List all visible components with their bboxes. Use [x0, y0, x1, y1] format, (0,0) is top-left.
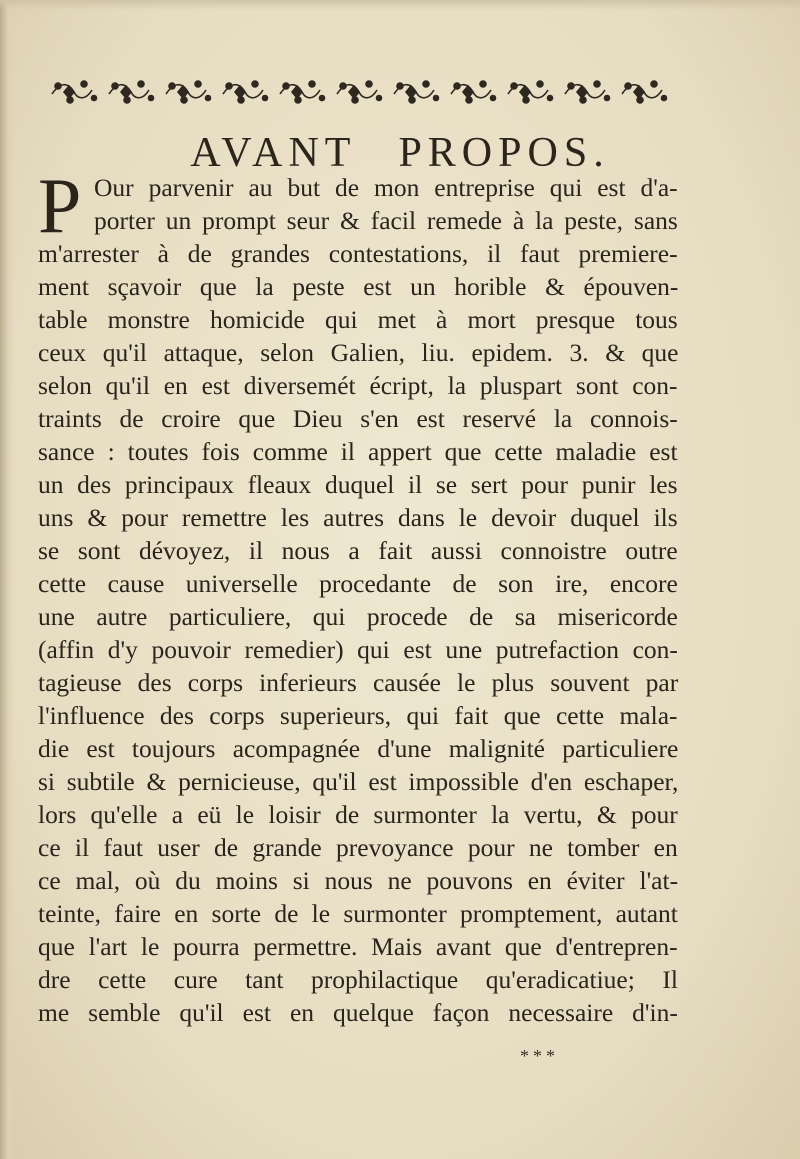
text-line-11: uns & pour remettre les autres dans le devoir duquel ils [38, 503, 678, 532]
header-ornament-band [50, 72, 684, 112]
text-line-4: ment sçavoir que la peste est un horible & épouven- [38, 272, 679, 301]
text-line-3: m'arrester à de grandes contestations, il faut premiere- [38, 239, 678, 268]
text-line-7: selon qu'il en est diversemét écript, la pluspart sont con- [38, 371, 678, 400]
text-line-24: que l'art le pourra permettre. Mais avant que d'entrepren- [38, 932, 678, 961]
text-line-10: un des principaux fleaux duquel il se sert pour punir les [38, 470, 678, 499]
text-line-22: ce mal, où du moins si nous ne pouvons en éviter l'at- [38, 866, 679, 895]
text-line-15: (affin d'y pouvoir remedier) qui est une putrefaction con- [38, 635, 678, 664]
fleuron-vine-icon [50, 72, 684, 112]
text-line-13: cette cause universelle procedante de son ire, encore [38, 569, 678, 598]
text-line-8: traints de croire que Dieu s'en est reservé la connois- [38, 404, 678, 433]
text-line-5: table monstre homicide qui met à mort presque tous [38, 305, 678, 334]
text-line-19: si subtile & pernicieuse, qu'il est impossible d'en eschaper, [38, 767, 679, 796]
signature-mark: *** [520, 1046, 559, 1066]
text-line-21: ce il faut user de grande prevoyance pour ne tomber en [38, 833, 678, 862]
text-line-1: Our parvenir au but de mon entreprise qui est d'a- [94, 173, 678, 202]
text-line-23: teinte, faire en sorte de le surmonter promptement, autant [38, 899, 678, 928]
text-line-6: ceux qu'il attaque, selon Galien, liu. epidem. 3. & que [38, 338, 679, 367]
page-top-edge [0, 0, 800, 10]
text-line-25: dre cette cure tant prophilactique qu'eradicatiue; Il [38, 965, 678, 994]
text-line-12: se sont dévoyez, il nous a fait aussi connoistre outre [38, 536, 678, 565]
text-line-16: tagieuse des corps inferieurs causée le plus souvent par [38, 668, 679, 697]
text-line-18: die est toujours acompagnée d'une malignité particuliere [38, 734, 679, 763]
title-word-avant: AVANT [190, 130, 357, 176]
text-line-2: porter un prompt seur & facil remede à la peste, sans [94, 206, 678, 235]
text-line-20: lors qu'elle a eü le loisir de surmonter la vertu, & pour [38, 800, 678, 829]
text-line-17: l'influence des corps superieurs, qui fait que cette mala- [38, 701, 678, 730]
title-word-propos: PROPOS. [398, 130, 610, 176]
drop-cap: P [38, 162, 82, 249]
text-line-9: sance : toutes fois comme il appert que cette maladie est [38, 437, 678, 466]
text-line-14: une autre particuliere, qui procede de sa misericorde [38, 602, 678, 631]
text-line-26: me semble qu'il est en quelque façon necessaire d'in- [38, 998, 678, 1027]
